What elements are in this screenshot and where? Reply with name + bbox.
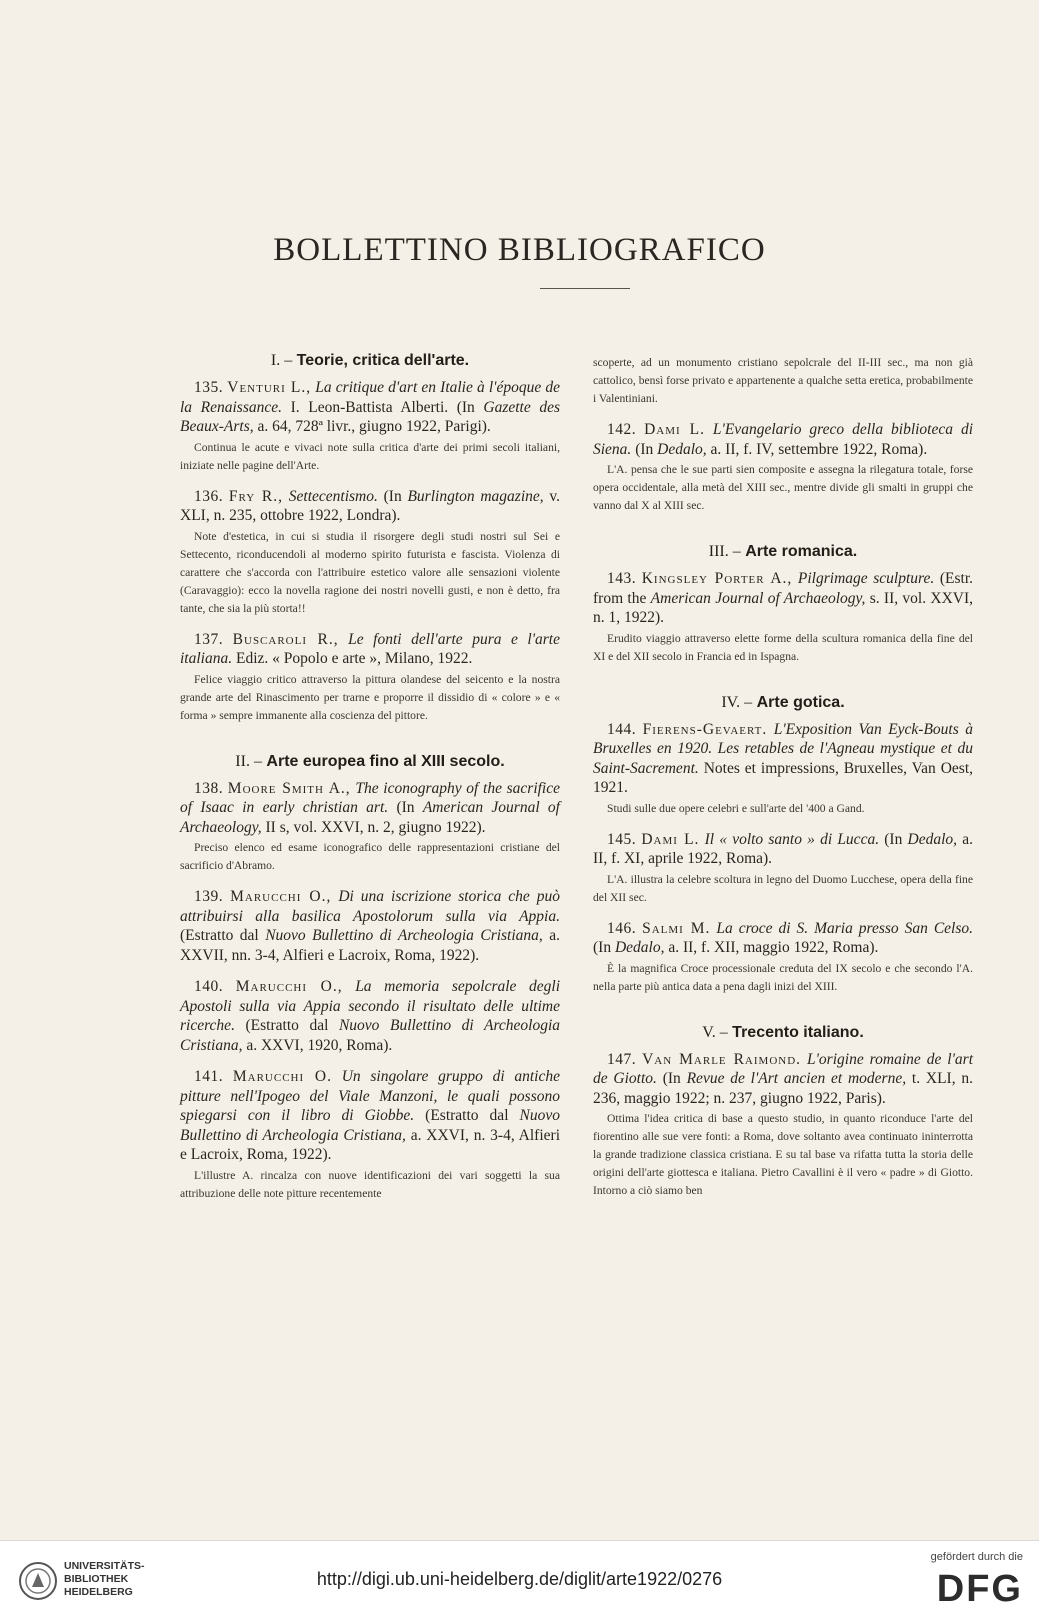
entry-author: Marucchi O., bbox=[230, 888, 332, 905]
entry-journal: Nuovo Bullettino di Archeologia Cristiana, bbox=[180, 1017, 561, 1054]
entry-journal: American Journal of Archaeology, bbox=[650, 589, 866, 607]
entry-journal: Nuovo Bullettino di Archeologia Cristiana, bbox=[265, 927, 543, 944]
entry-note: Felice viaggio critico attraverso la pittura olandese del seicento e la nostra grande arte del Rinascimento per trarne e proporre il dissidio di « colore » e « forma » sempre immanente alla coscienza del pittore. bbox=[180, 672, 560, 722]
entry-title: L'origine romaine de l'art de Giotto. bbox=[593, 1050, 974, 1087]
right-column bbox=[593, 352, 973, 1212]
section-heading-4 bbox=[593, 694, 973, 712]
entry-note: Continua le acute e vivaci note sulla critica d'arte dei primi secoli italiani, iniziate nelle pagine dell'Arte. bbox=[180, 440, 560, 472]
section-title: Arte gotica. bbox=[756, 693, 845, 711]
entry-136 bbox=[180, 487, 560, 526]
entry-journal: Dedalo, bbox=[657, 440, 707, 458]
section-heading-2 bbox=[180, 753, 560, 771]
entry-journal: Dedalo, bbox=[907, 830, 958, 848]
entry-number: 136. bbox=[194, 487, 224, 505]
entry-135 bbox=[180, 378, 560, 437]
entry-ref: (In bbox=[593, 939, 612, 956]
entry-title: Il « volto santo » di Lucca. bbox=[704, 830, 880, 848]
entry-number: 146. bbox=[607, 919, 637, 937]
entry-ref: (Estratto dal bbox=[245, 1017, 329, 1034]
continued-note: scoperte, ad un monumento cristiano sepolcrale del II-III sec., ma non già cattolico, bensì forse privato e appartenente a qualche setta eretica, probabilmente i Valentiniani. bbox=[593, 356, 973, 405]
entry-number: 139. bbox=[194, 888, 224, 905]
entry-137 bbox=[180, 630, 560, 669]
entry-ref: (In bbox=[635, 440, 654, 458]
section-heading-1 bbox=[180, 352, 560, 370]
entry-ref: (In bbox=[383, 487, 402, 505]
entry-138 bbox=[180, 779, 560, 838]
entry-ref: (In bbox=[396, 799, 415, 816]
entry-author: Van Marle Raimond. bbox=[642, 1050, 802, 1068]
entry-number: 138. bbox=[194, 779, 224, 797]
entry-number: 144. bbox=[607, 720, 637, 738]
entry-author: Fry R., bbox=[228, 487, 284, 505]
entry-author: Dami L. bbox=[641, 830, 700, 848]
permalink-url[interactable]: http://digi.ub.uni-heidelberg.de/diglit/arte1922/0276 bbox=[316, 1569, 723, 1589]
entry-number: 145. bbox=[607, 830, 637, 848]
entry-journal: Burlington magazine, bbox=[407, 487, 544, 505]
entry-title: La croce di S. Maria presso San Celso. bbox=[716, 919, 974, 937]
section-heading-5 bbox=[593, 1024, 973, 1042]
entry-ref: Ediz. « Popolo e arte », Milano, 1922. bbox=[235, 650, 473, 667]
entry-title: The iconography of the sacrifice of Isaac in early christian art. bbox=[180, 779, 561, 816]
entry-note: L'illustre A. rincalza con nuove identificazioni dei vari soggetti la sua attribuzione delle note pitture recentemente bbox=[180, 1168, 560, 1200]
section-number: III. – bbox=[708, 543, 741, 560]
section-heading-3 bbox=[593, 543, 973, 561]
entry-author: Fierens-Gevaert. bbox=[642, 720, 768, 738]
entry-number: 141. bbox=[194, 1068, 224, 1085]
entry-note: Preciso elenco ed esame iconografico delle rappresentazioni cristiane del sacrificio d'Abramo. bbox=[180, 841, 560, 872]
entry-ref: s. II, vol. XXVI, n. 1, 1922). bbox=[593, 589, 973, 626]
entry-journal: Nuovo Bullettino di Archeologia Cristiana, bbox=[180, 1107, 560, 1144]
entry-ref: II s, vol. XXVI, n. 2, giugno 1922). bbox=[265, 818, 486, 836]
entry-number: 142. bbox=[607, 421, 637, 438]
left-column bbox=[180, 352, 560, 1215]
entry-author: Marucchi O. bbox=[232, 1068, 332, 1085]
entry-title: L'Evangelario greco della biblioteca di Siena. bbox=[593, 421, 973, 458]
page-title: BOLLETTINO BIBLIOGRAFICO bbox=[273, 232, 766, 268]
footer-bar bbox=[0, 1540, 1039, 1618]
section-number: V. – bbox=[702, 1023, 728, 1041]
entry-143 bbox=[593, 569, 973, 628]
entry-journal: Gazette des Beaux-Arts, bbox=[180, 398, 560, 435]
entry-author: Moore Smith A., bbox=[227, 779, 351, 797]
entry-journal: American Journal of Archaeology, bbox=[180, 799, 560, 836]
entry-number: 137. bbox=[194, 630, 224, 648]
entry-ref: a. XXVII, nn. 3-4, Alfieri e Lacroix, Roma, 1922). bbox=[180, 927, 560, 964]
entry-author: Venturi L., bbox=[227, 379, 312, 396]
entry-author: Marucchi O., bbox=[235, 978, 343, 995]
entry-ref: a. XXVI, 1920, Roma). bbox=[246, 1036, 393, 1054]
entry-title: La critique d'art en Italie à l'époque de la Renaissance. bbox=[180, 379, 561, 416]
section-title: Arte europea fino al XIII secolo. bbox=[266, 752, 505, 770]
entry-ref: a. II, f. XII, maggio 1922, Roma). bbox=[668, 939, 879, 956]
entry-144 bbox=[593, 720, 973, 798]
entry-ref: t. XLI, n. 236, maggio 1922; n. 237, giugno 1922, Paris). bbox=[593, 1070, 974, 1107]
section-title: Arte romanica. bbox=[745, 543, 858, 560]
entry-number: 135. bbox=[194, 379, 224, 396]
section-title: Teorie, critica dell'arte. bbox=[296, 352, 470, 369]
entry-title: La memoria sepolcrale degli Apostoli sulla via Appia secondo il risultato delle ultime ricerche. bbox=[180, 978, 561, 1034]
entry-author: Dami L. bbox=[644, 421, 705, 438]
entry-author: Buscaroli R., bbox=[232, 630, 339, 648]
section-number: II. – bbox=[235, 752, 262, 770]
entry-ref: (In bbox=[884, 830, 903, 848]
entry-ref: a. XXVI, n. 3-4, Alfieri e Lacroix, Roma, 1922). bbox=[180, 1126, 560, 1163]
section-number: I. – bbox=[270, 352, 293, 369]
entry-ref: (Estratto dal bbox=[425, 1107, 509, 1124]
entry-note: Erudito viaggio attraverso elette forme della scultura romanica della fine del XI e del XII secolo in Francia ed in Ispagna. bbox=[593, 631, 973, 663]
entry-note: È la magnifica Croce processionale creduta del IX secolo e che secondo l'A. nella parte più antica data a pena dagli inizi del XIII. bbox=[593, 961, 973, 993]
entry-title: Di una iscrizione storica che può attribuirsi alla basilica Apostolorum sulla via Appia. bbox=[180, 888, 561, 925]
entry-note: L'A. pensa che le sue parti sien composite e assegna la rilegatura totale, forse opera occidentale, alla metà del XIII sec., mentre divide gli smalti in gruppi che vanno dal X al XIII sec. bbox=[593, 463, 973, 512]
entry-note: L'A. illustra la celebre scoltura in legno del Duomo Lucchese, opera della fine del XII sec. bbox=[593, 872, 973, 904]
entry-ref: (In bbox=[662, 1070, 681, 1087]
entry-journal: Dedalo, bbox=[614, 939, 665, 956]
entry-number: 147. bbox=[607, 1050, 637, 1068]
entry-ref: a. 64, 728ª livr., giugno 1922, Parigi). bbox=[257, 418, 491, 435]
entry-title: Un singolare gruppo di antiche pitture nell'Ipogeo del Viale Manzoni, le quali possono spiegarsi con il libro di Giobbe. bbox=[180, 1068, 561, 1124]
entry-title: Pilgrimage sculpture. bbox=[797, 570, 935, 587]
entry-author: Kingsley Porter A., bbox=[641, 570, 793, 587]
entry-147 bbox=[593, 1050, 973, 1109]
entry-title: Settecentismo. bbox=[288, 487, 378, 505]
entry-note: Studi sulle due opere celebri e sull'arte del '400 a Gand. bbox=[607, 801, 865, 815]
dfg-logo: DFG bbox=[936, 1568, 1023, 1610]
entry-ref: a. II, f. IV, settembre 1922, Roma). bbox=[710, 440, 928, 458]
entry-141 bbox=[180, 1067, 560, 1165]
entry-ref: v. XLI, n. 235, ottobre 1922, Londra). bbox=[180, 487, 561, 524]
title-divider bbox=[540, 288, 630, 289]
entry-title: Le fonti dell'arte pura e l'arte italiana. bbox=[180, 630, 560, 667]
entry-139 bbox=[180, 887, 560, 965]
entry-ref: (Estratto dal bbox=[180, 927, 259, 944]
entry-note: Ottima l'idea critica di base a questo studio, in quanto riconduce l'arte del fiorentino alle sue vere fonti: a Roma, dove soltanto avea continuato ininterrotta la grande tradizione classica cristiana. E su tal base va rifatta tutta la storia delle origini dell'arte giottesca e italiana. Pietro Cavallini è il vero « padre » di Giotto. Intorno a ciò siamo ben bbox=[593, 1112, 973, 1197]
institution-name: UNIVERSITÄTS- BIBLIOTHEK HEIDELBERG bbox=[64, 1560, 145, 1598]
entry-142 bbox=[593, 420, 973, 459]
entry-146 bbox=[593, 919, 973, 958]
entry-140 bbox=[180, 977, 560, 1055]
entry-number: 143. bbox=[607, 570, 637, 587]
section-title: Trecento italiano. bbox=[732, 1023, 864, 1041]
entry-ref: I. Leon-Battista Alberti. (In bbox=[290, 398, 475, 416]
entry-note: Note d'estetica, in cui si studia il risorgere degli studi nostri sul Sei e Settecento, riconducendoli al moderno spirito futurista e fascista. Violenza di carattere che s'accorda con l'attribuire estetico valore alle sensazioni violente (Caravaggio): ecco la novella ragione dei nostri novelli gusti, e non è detto, fra tante, che sia la più storta!! bbox=[180, 529, 560, 615]
entry-title: L'Exposition Van Eyck-Bouts à Bruxelles en 1920. Les retables de l'Agneau mystique et du Saint-Sacrement. bbox=[593, 720, 974, 777]
entry-ref: a. II, f. XI, aprile 1922, Roma). bbox=[593, 830, 973, 867]
entry-ref: Notes et impressions, Bruxelles, Van Oest, 1921. bbox=[593, 759, 974, 796]
entry-number: 140. bbox=[194, 978, 224, 995]
section-number: IV. – bbox=[721, 693, 753, 711]
sponsor-caption: gefördert durch die bbox=[930, 1551, 1023, 1563]
entry-author: Salmi M. bbox=[642, 919, 711, 937]
entry-145 bbox=[593, 830, 973, 869]
entry-ref: (Estr. from the bbox=[593, 570, 974, 607]
entry-journal: Revue de l'Art ancien et moderne, bbox=[686, 1070, 907, 1087]
